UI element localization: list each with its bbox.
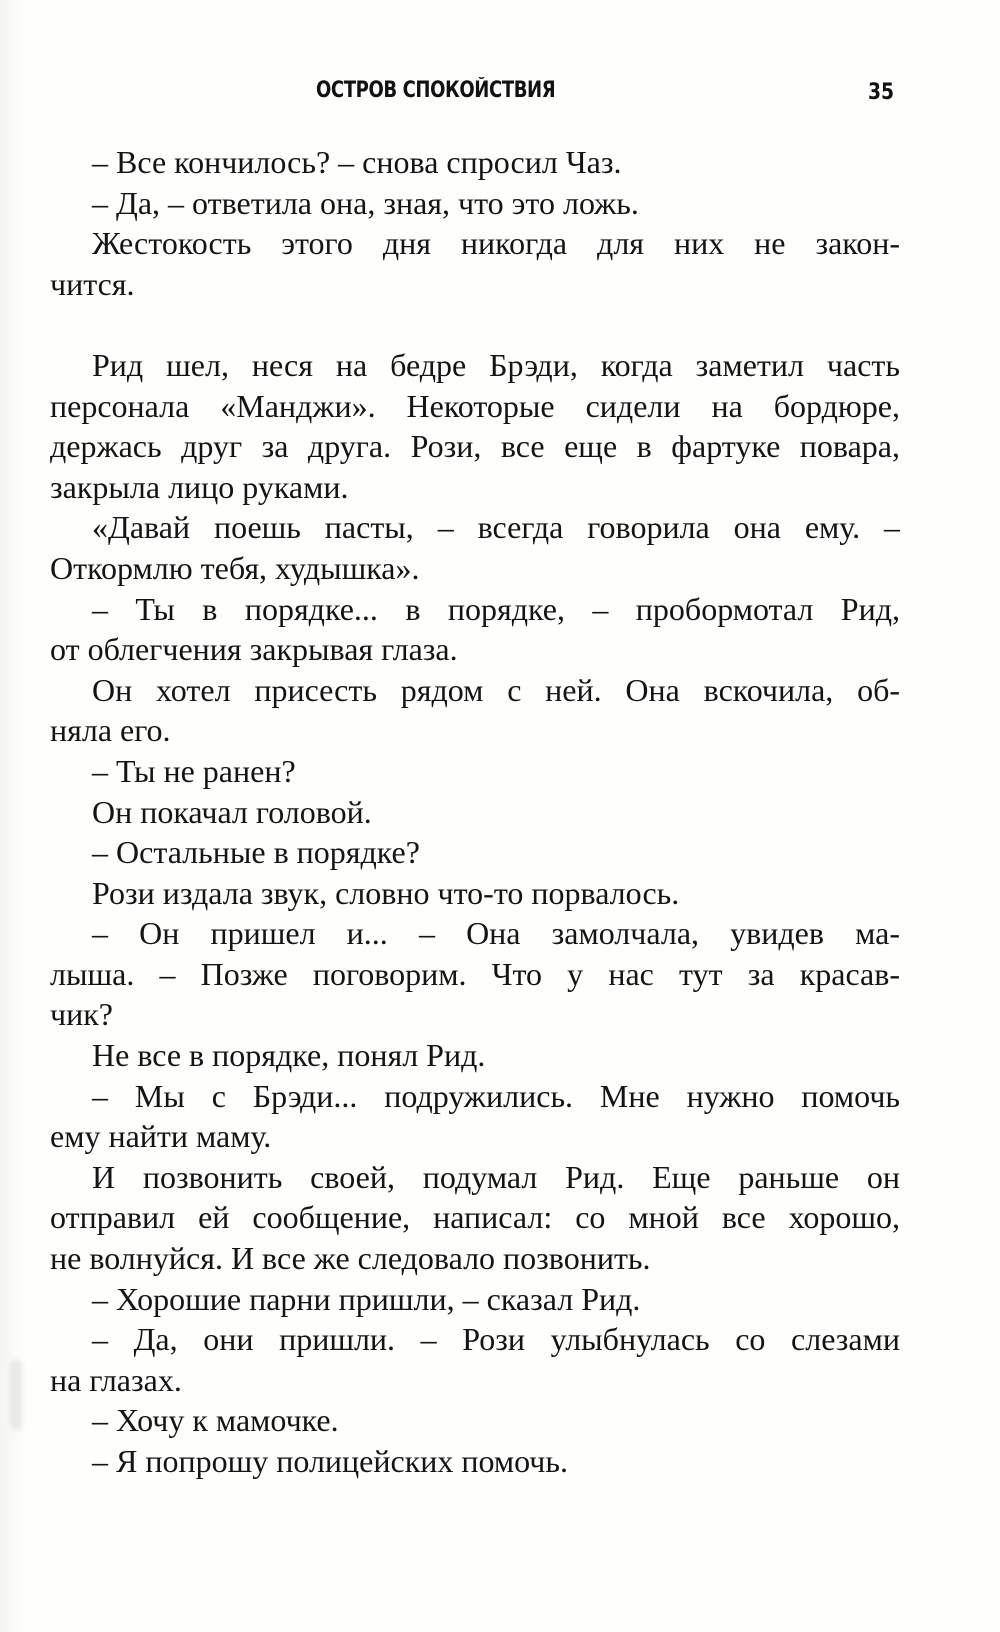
text-line: от облегчения закрывая глаза.	[50, 631, 458, 668]
text-line: «Давай поешь пасты, – всегда говорила она ему. –	[92, 509, 900, 546]
text-line: Откормлю тебя, худышка».	[50, 549, 420, 586]
text-line: ему найти маму.	[50, 1118, 272, 1155]
section-break	[50, 304, 900, 345]
text-line: персонала «Манджи». Некоторые сидели на бордюре,	[50, 387, 900, 424]
text-line: – Остальные в порядке?	[92, 834, 420, 871]
text-line: Он покачал головой.	[92, 793, 372, 830]
text-line: чик?	[50, 996, 113, 1033]
text-line: отправил ей сообщение, написал: со мной все хорошо,	[50, 1199, 900, 1236]
body-text	[50, 142, 900, 1482]
text-line: няла его.	[50, 712, 171, 749]
running-head: ОСТРОВ СПОКОЙСТВИЯ	[316, 78, 556, 103]
text-line: закрыла лицо руками.	[50, 468, 349, 505]
text-line: – Ты в порядке... в порядке, – пробормотал Рид,	[92, 590, 900, 627]
text-line: Рид шел, неся на бедре Брэди, когда заметил часть	[92, 346, 900, 383]
text-line: Не все в порядке, понял Рид.	[92, 1037, 486, 1074]
page-number: 35	[868, 80, 895, 105]
text-line: не волнуйся. И все же следовало позвонить.	[50, 1240, 651, 1277]
text-line: держась друг за друга. Рози, все еще в фартуке повара,	[50, 428, 900, 465]
text-line: – Он пришел и... – Она замолчала, увидев ма-	[92, 915, 900, 952]
text-line: – Да, они пришли. – Рози улыбнулась со слезами	[92, 1321, 900, 1358]
text-line: Жестокость этого дня никогда для них не закон-	[92, 225, 900, 262]
text-line: – Да, – ответила она, зная, что это ложь.	[92, 184, 639, 221]
text-line: Рози издала звук, словно что-то порвалось.	[92, 874, 680, 911]
text-line: лыша. – Позже поговорим. Что у нас тут за красав-	[50, 955, 900, 992]
text-line: Он хотел присесть рядом с ней. Она вскочила, об-	[92, 671, 900, 708]
text-line: – Хочу к мамочке.	[92, 1402, 339, 1439]
text-line: чится.	[50, 265, 135, 302]
text-line: – Ты не ранен?	[92, 752, 296, 789]
text-line: – Все кончилось? – снова спросил Чаз.	[92, 144, 622, 180]
text-line: – Я попрошу полицейских помочь.	[92, 1443, 568, 1479]
text-line: на глазах.	[50, 1361, 182, 1398]
text-line: И позвонить своей, подумал Рид. Еще раньше он	[92, 1158, 900, 1195]
scan-smudge	[10, 1360, 22, 1430]
text-line: – Мы с Брэди... подружились. Мне нужно помочь	[92, 1077, 900, 1114]
text-line: – Хорошие парни пришли, – сказал Рид.	[92, 1280, 641, 1317]
